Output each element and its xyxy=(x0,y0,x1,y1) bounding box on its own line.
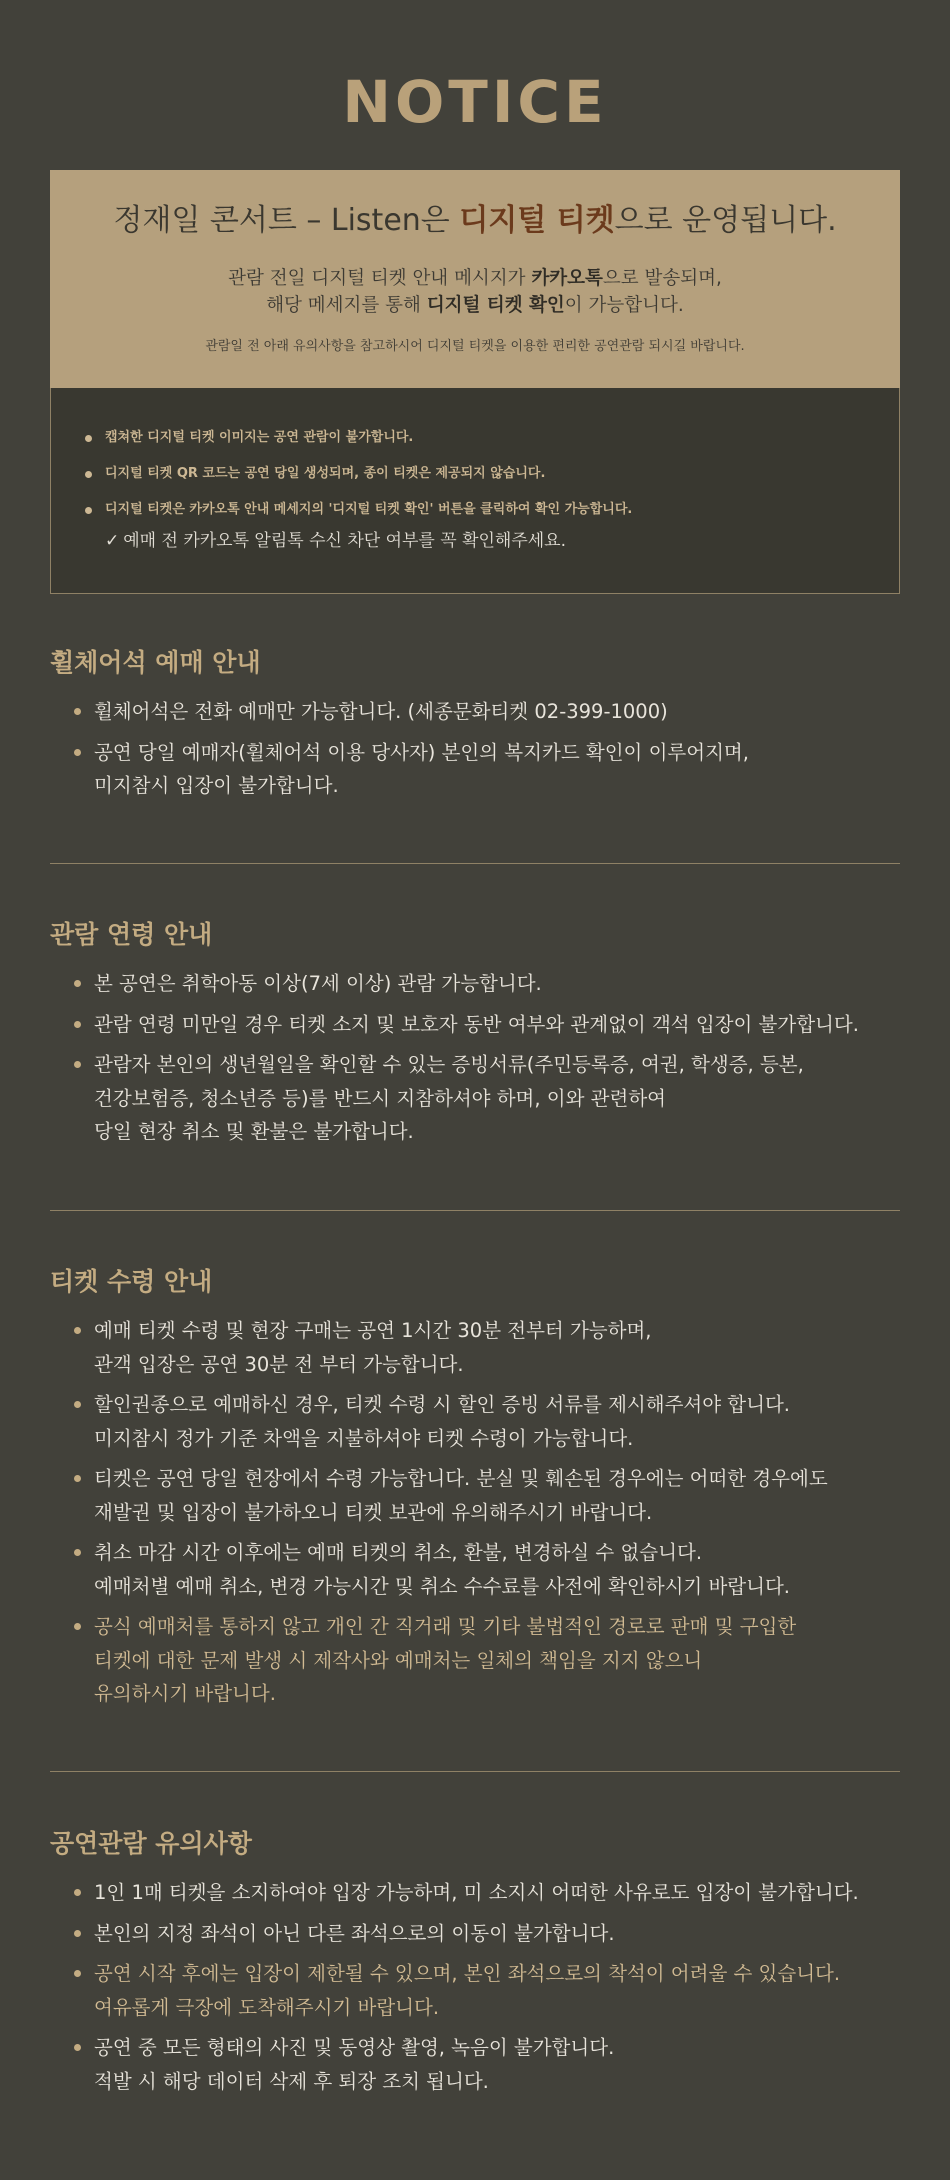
list-item-line: 미지참시 입장이 불가합니다. xyxy=(94,774,339,797)
list-item xyxy=(94,1388,900,1455)
list-item xyxy=(94,736,900,803)
list-item-line: 휠체어석은 전화 예매만 가능합니다. (세종문화티켓 02-399-1000) xyxy=(94,700,668,723)
banner-sub-line-1 xyxy=(51,265,899,292)
list-item-line: 할인권종으로 예매하신 경우, 티켓 수령 시 할인 증빙 서류를 제시해주셔야 합니다. xyxy=(94,1393,791,1416)
list-item-highlight xyxy=(94,1957,900,2024)
list-item xyxy=(94,1314,900,1381)
section-list xyxy=(50,967,900,1149)
section-title: 공연관람 유의사항 xyxy=(50,1829,252,1858)
list-item xyxy=(94,2031,900,2098)
banner-headline xyxy=(51,171,899,241)
headline-accent: 디지털 티켓 xyxy=(459,203,615,238)
headline-text: 정재일 콘서트 – Listen은 xyxy=(113,203,460,238)
list-item-line: 관객 입장은 공연 30분 전 부터 가능합니다. xyxy=(94,1352,464,1376)
list-item xyxy=(94,695,900,729)
section-list xyxy=(50,695,900,803)
list-item xyxy=(94,1048,900,1149)
check-note xyxy=(85,528,899,554)
section-list xyxy=(50,1314,900,1711)
list-item xyxy=(94,1917,900,1951)
list-item-line: 당일 현장 취소 및 환불은 불가합니다. xyxy=(94,1120,414,1143)
info-item: 디지털 티켓 QR 코드는 공연 당일 생성되며, 종이 티켓은 제공되지 않습니다. xyxy=(85,456,899,492)
list-item-line: 공연 중 모든 형태의 사진 및 동영상 촬영, 녹음이 불가합니다. xyxy=(94,2036,615,2059)
banner-sub-line-3: 관람일 전 아래 유의사항을 참고하시어 디지털 티켓을 이용한 편리한 공연관람 되시길 바랍니다. xyxy=(205,339,745,354)
digital-ticket-banner xyxy=(50,170,900,388)
section-title: 관람 연령 안내 xyxy=(50,920,213,949)
kakaotalk-emphasis: 카카오톡 xyxy=(531,268,603,289)
section-divider xyxy=(50,1771,900,1772)
list-item-line: 예매처별 예매 취소, 변경 가능시간 및 취소 수수료를 사전에 확인하시기 바랍니다. xyxy=(94,1574,791,1598)
check-note-text: 예매 전 카카오톡 알림톡 수신 차단 여부를 꼭 확인해주세요. xyxy=(123,531,567,551)
info-item: 디지털 티켓은 카카오톡 안내 메세지의 '디지털 티켓 확인' 버튼을 클릭하여 확인 가능합니다. xyxy=(85,492,899,528)
digital-ticket-info-box xyxy=(50,388,900,594)
list-item-line: 공연 시작 후에는 입장이 제한될 수 있으며, 본인 좌석으로의 착석이 어려울 수 있습니다. xyxy=(94,1962,841,1985)
sub-line-2-text: 해당 메세지를 통해 xyxy=(266,295,427,316)
sub-line-2-end: 이 가능합니다. xyxy=(564,295,684,316)
sub-line-1-end: 으로 발송되며, xyxy=(602,268,722,289)
info-item: 캡쳐한 디지털 티켓 이미지는 공연 관람이 불가합니다. xyxy=(85,420,899,456)
section-viewing-notes xyxy=(50,1826,900,2105)
section-age xyxy=(50,917,900,1156)
list-item xyxy=(94,1536,900,1603)
list-item-line: 1인 1매 티켓을 소지하여야 입장 가능하며, 미 소지시 어떠한 사유로도 입장이 불가합니다. xyxy=(94,1881,859,1904)
banner-sub-line-2 xyxy=(51,292,899,319)
notice-page xyxy=(50,0,900,2093)
notice-title: NOTICE xyxy=(342,68,608,136)
section-divider xyxy=(50,863,900,864)
list-item-line: 적발 시 해당 데이터 삭제 후 퇴장 조치 됩니다. xyxy=(94,2069,489,2093)
list-item-highlight xyxy=(94,1610,900,1711)
list-item-line: 재발권 및 입장이 불가하오니 티켓 보관에 유의해주시기 바랍니다. xyxy=(94,1500,653,1524)
list-item-line: 건강보험증, 청소년증 등)를 반드시 지참하셔야 하며, 이와 관련하여 xyxy=(94,1086,666,1110)
sub-line-1-text: 관람 전일 디지털 티켓 안내 메시지가 xyxy=(228,268,532,289)
list-item-line: 취소 마감 시간 이후에는 예매 티켓의 취소, 환불, 변경하실 수 없습니다. xyxy=(94,1541,703,1564)
section-wheelchair xyxy=(50,645,900,810)
list-item-line: 미지참시 정가 기준 차액을 지불하셔야 티켓 수령이 가능합니다. xyxy=(94,1426,634,1450)
list-item xyxy=(94,967,900,1001)
list-item-line: 관람 연령 미만일 경우 티켓 소지 및 보호자 동반 여부와 관계없이 객석 입장이 불가합니다. xyxy=(94,1012,859,1036)
info-list xyxy=(85,420,899,528)
banner-subtext xyxy=(51,265,899,319)
section-title: 티켓 수령 안내 xyxy=(50,1267,213,1296)
section-ticket-pickup xyxy=(50,1264,900,1718)
list-item-line: 예매 티켓 수령 및 현장 구매는 공연 1시간 30분 전부터 가능하며, xyxy=(94,1319,652,1342)
list-item-line: 공식 예매처를 통하지 않고 개인 간 직거래 및 기타 불법적인 경로로 판매 및 구입한 xyxy=(94,1615,797,1638)
list-item xyxy=(94,1462,900,1529)
list-item-line: 유의하시기 바랍니다. xyxy=(94,1682,276,1705)
list-item xyxy=(94,1008,900,1042)
headline-text-end: 으로 운영됩니다. xyxy=(614,203,837,238)
section-list xyxy=(50,1876,900,2098)
list-item-line: 본인의 지정 좌석이 아닌 다른 좌석으로의 이동이 불가합니다. xyxy=(94,1921,615,1945)
list-item-line: 본 공연은 취학아동 이상(7세 이상) 관람 가능합니다. xyxy=(94,972,542,995)
section-divider xyxy=(50,1210,900,1211)
list-item xyxy=(94,1876,900,1910)
list-item-line: 관람자 본인의 생년월일을 확인할 수 있는 증빙서류(주민등록증, 여권, 학생증, 등본, xyxy=(94,1053,804,1076)
list-item-line: 공연 당일 예매자(휠체어석 이용 당사자) 본인의 복지카드 확인이 이루어지며, xyxy=(94,740,749,764)
list-item-line: 티켓에 대한 문제 발생 시 제작사와 예매처는 일체의 책임을 지지 않으니 xyxy=(94,1648,703,1672)
checkmark-icon: ✓ xyxy=(105,531,120,551)
section-title: 휠체어석 예매 안내 xyxy=(50,648,261,677)
list-item-line: 티켓은 공연 당일 현장에서 수령 가능합니다. 분실 및 훼손된 경우에는 어떠한 경우에도 xyxy=(94,1467,828,1490)
ticket-check-emphasis: 디지털 티켓 확인 xyxy=(426,295,565,316)
list-item-line: 여유롭게 극장에 도착해주시기 바랍니다. xyxy=(94,1995,440,2019)
